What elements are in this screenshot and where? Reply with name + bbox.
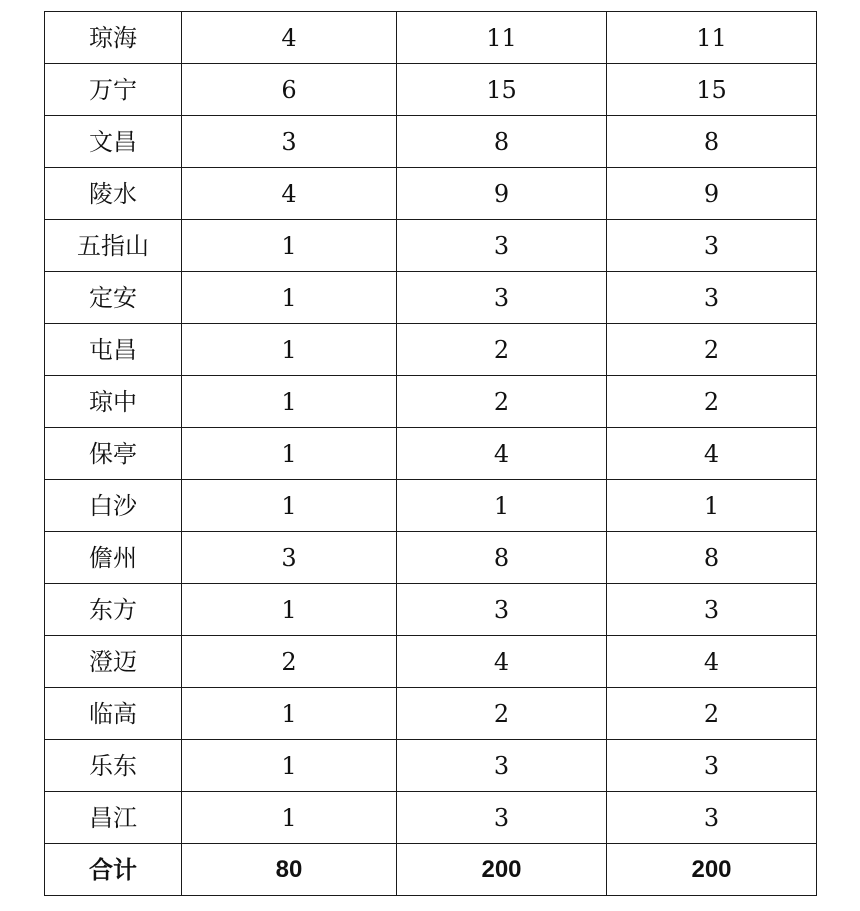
value-cell: 1 <box>182 792 397 844</box>
table-row <box>45 272 817 324</box>
value-cell: 2 <box>607 688 817 740</box>
region-cell: 东方 <box>45 584 182 636</box>
region-cell: 定安 <box>45 272 182 324</box>
table-row <box>45 532 817 584</box>
value-cell: 11 <box>607 12 817 64</box>
value-cell: 3 <box>607 584 817 636</box>
value-cell: 1 <box>182 220 397 272</box>
value-cell: 3 <box>397 740 607 792</box>
value-cell: 4 <box>397 428 607 480</box>
region-cell: 白沙 <box>45 480 182 532</box>
region-cell: 文昌 <box>45 116 182 168</box>
region-cell: 昌江 <box>45 792 182 844</box>
value-cell: 1 <box>182 428 397 480</box>
region-cell: 琼中 <box>45 376 182 428</box>
table-body <box>45 12 817 896</box>
value-cell: 9 <box>607 168 817 220</box>
value-cell: 3 <box>397 272 607 324</box>
region-cell: 临高 <box>45 688 182 740</box>
value-cell: 1 <box>607 480 817 532</box>
table-row <box>45 636 817 688</box>
table-row <box>45 12 817 64</box>
value-cell: 1 <box>182 324 397 376</box>
allocation-table <box>44 11 817 896</box>
table-row <box>45 376 817 428</box>
value-cell: 1 <box>182 688 397 740</box>
value-cell: 4 <box>607 636 817 688</box>
table-row <box>45 584 817 636</box>
value-cell: 2 <box>397 688 607 740</box>
region-cell: 儋州 <box>45 532 182 584</box>
value-cell: 4 <box>182 12 397 64</box>
region-cell: 乐东 <box>45 740 182 792</box>
total-row <box>45 844 817 896</box>
region-cell: 五指山 <box>45 220 182 272</box>
value-cell: 4 <box>182 168 397 220</box>
table-row <box>45 324 817 376</box>
value-cell: 4 <box>607 428 817 480</box>
region-cell: 陵水 <box>45 168 182 220</box>
table-row <box>45 64 817 116</box>
table-row <box>45 428 817 480</box>
table-row <box>45 740 817 792</box>
value-cell: 3 <box>397 792 607 844</box>
total-value-cell: 200 <box>397 844 607 896</box>
value-cell: 2 <box>397 324 607 376</box>
table-row <box>45 688 817 740</box>
region-cell: 琼海 <box>45 12 182 64</box>
value-cell: 1 <box>182 272 397 324</box>
value-cell: 1 <box>182 376 397 428</box>
region-cell: 保亭 <box>45 428 182 480</box>
value-cell: 1 <box>182 480 397 532</box>
value-cell: 3 <box>607 740 817 792</box>
region-cell: 万宁 <box>45 64 182 116</box>
value-cell: 3 <box>182 532 397 584</box>
table-row <box>45 220 817 272</box>
value-cell: 3 <box>397 220 607 272</box>
value-cell: 4 <box>397 636 607 688</box>
value-cell: 2 <box>182 636 397 688</box>
value-cell: 9 <box>397 168 607 220</box>
value-cell: 1 <box>182 584 397 636</box>
value-cell: 3 <box>182 116 397 168</box>
value-cell: 8 <box>397 116 607 168</box>
value-cell: 2 <box>397 376 607 428</box>
value-cell: 2 <box>607 376 817 428</box>
value-cell: 3 <box>607 272 817 324</box>
region-cell: 屯昌 <box>45 324 182 376</box>
value-cell: 1 <box>397 480 607 532</box>
value-cell: 8 <box>607 116 817 168</box>
value-cell: 3 <box>607 220 817 272</box>
table-row <box>45 480 817 532</box>
table-row <box>45 792 817 844</box>
value-cell: 3 <box>607 792 817 844</box>
total-label-cell: 合计 <box>45 844 182 896</box>
value-cell: 1 <box>182 740 397 792</box>
value-cell: 15 <box>397 64 607 116</box>
value-cell: 8 <box>607 532 817 584</box>
total-value-cell: 200 <box>607 844 817 896</box>
table-row <box>45 116 817 168</box>
value-cell: 8 <box>397 532 607 584</box>
value-cell: 2 <box>607 324 817 376</box>
region-cell: 澄迈 <box>45 636 182 688</box>
total-value-cell: 80 <box>182 844 397 896</box>
table-row <box>45 168 817 220</box>
value-cell: 3 <box>397 584 607 636</box>
value-cell: 6 <box>182 64 397 116</box>
value-cell: 15 <box>607 64 817 116</box>
value-cell: 11 <box>397 12 607 64</box>
